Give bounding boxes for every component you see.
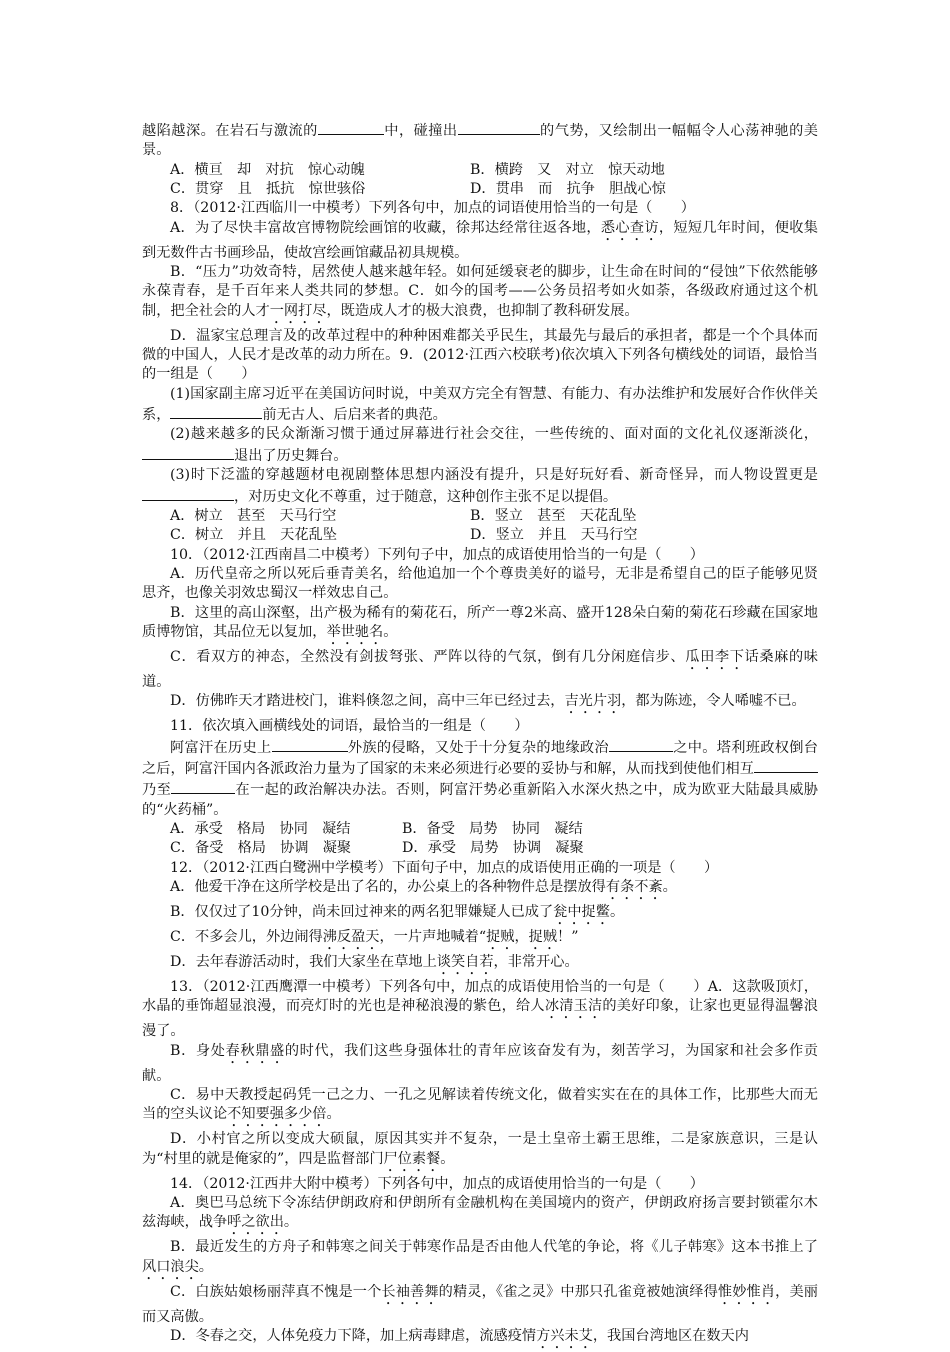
q9-options-row1: A．树立 甚至 天马行空 B．竖立 甚至 天花乱坠 [170, 507, 637, 524]
blank [318, 120, 384, 135]
q13-option-d: D．小村官之所以变成大硕鼠，原因其实并不复杂，一是土皇帝土霸王思维，二是家族意识，三是认为“村里的就是俺家的”，四是监督部门尸位素餐。 [142, 1131, 818, 1167]
q7-options-row2: C．贯穿 且 抵抗 惊世骇俗 D．贯串 而 抗争 胆战心惊 [170, 181, 666, 198]
q13-stem: 13．（2012·江西鹰潭一中模考）下列各句中，加点的成语使用恰当的一句是（ ）A．这款吸顶灯，水晶的垂饰超显浪漫，而亮灯时的光也是神秘浪漫的紫色，给人冰清玉洁的美好印象，让家也更显得温馨浪漫了。 [142, 979, 818, 1040]
blank [170, 404, 262, 419]
q12-stem: 12．（2012·江西白鹭洲中学模考）下面句子中，加点的成语使用正确的一项是（ ） [170, 859, 719, 876]
q10-option-a: A．历代皇帝之所以死后垂青美名，给他追加一个个尊贵美好的谥号，无非是希望自己的臣子能够见贤思齐，也像关羽效忠蜀汉一样效忠自己。 [142, 565, 818, 602]
q11-options-row1: A．承受 格局 协同 凝结 B．备受 局势 协同 凝结 [170, 820, 583, 837]
q14-stem: 14．（2012·江西井大附中模考）下列各句中，加点的成语使用恰当的一句是（ ） [170, 1175, 704, 1192]
q14-option-b: B．最近发生的方舟子和韩寒之间关于韩寒作品是否由他人代笔的争论，将《儿子韩寒》这本书推上了风口浪尖。 [142, 1239, 818, 1275]
q10-option-b: B．这里的高山深壑，出产极为稀有的菊花石，所产一尊2米高、盛开128朵白菊的菊花石珍藏在国家地质博物馆，其品位无以复加，举世驰名。 [142, 604, 818, 640]
q12-option-d: D．去年春游活动时，我们大家坐在草地上谈笑自若，非常开心。 [170, 954, 579, 970]
q7-continuation: 越陷越深。在岩石与激流的 中，碰撞出 的气势，又绘制出一幅幅令人心荡神驰的美景。 [142, 120, 818, 161]
blank [171, 779, 235, 794]
q11-passage: 阿富汗在历史上 外族的侵略，又处于十分复杂的地缘政治 之中。塔利班政权倒台之后，阿富汗国内各派政治力量为了国家的未来必须进行必要的妥协与和解，从而找到使他们相互乃至 在一起的政治解决办法。否则，阿富汗势必重新陷入水深火热之中，成为欧亚大陆最具威胁的“火药桶”。 [142, 737, 818, 820]
q10-option-d: D．仿佛昨天才踏进校门，谁料倏忽之间，高中三年已经过去，吉光片羽，都为陈迹，令人唏嘘不已。 [170, 693, 806, 710]
q11-stem: 11．依次填入画横线处的词语，最恰当的一组是（ ） [170, 718, 529, 735]
q14-option-a: A．奥巴马总统下令冻结伊朗政府和伊朗所有金融机构在美国境内的资产，伊朗政府扬言要封锁霍尔木兹海峡，战争呼之欲出。 [142, 1195, 818, 1231]
blank [142, 486, 234, 501]
q12-option-a: A．他爱干净在这所学校是出了名的，办公桌上的各种物件总是摆放得有条不紊。 [170, 879, 677, 895]
q13-option-b: B．身处春秋鼎盛的时代，我们这些身强体壮的青年应该奋发有为，刻苦学习，为国家和社会多作贡献。 [142, 1042, 818, 1084]
q7-options-row1: A．横亘 却 对抗 惊心动魄 B．横跨 又 对立 惊天动地 [170, 161, 665, 178]
blank [142, 445, 234, 460]
q8-stem: 8．（2012·江西临川一中模考）下列各句中，加点的词语使用恰当的一句是（ ） [170, 200, 695, 217]
q8-option-d: D．温家宝总理言及的改革过程中的种种困难都关乎民生，其最先与最后的承担者，都是一个个具体而微的中国人，人民才是改革的动力所在。9．(2012·江西六校联考)依次填入下列各句横线处的词语，最恰当的一组是（ ） [142, 327, 818, 383]
blank [458, 120, 540, 135]
q11-options-row2: C．备受 格局 协调 凝聚 D．承受 局势 协调 凝聚 [170, 840, 584, 857]
q12-option-c: C．不多会儿，外边闹得沸反盈天，一片声地喊着“捉贼，捉贼！” [170, 929, 579, 945]
q10-option-c: C．看双方的神态，全然没有剑拔弩张、严阵以待的气氛，倒有几分闲庭信步、瓜田李下话桑麻的味道。 [142, 648, 818, 690]
document-page [142, 120, 818, 1352]
blank [272, 737, 348, 752]
q9-sentence-3: (3)时下泛滥的穿越题材电视剧整体思想内涵没有提升，只是好玩好看、新奇怪异，而人物设置更是，对历史文化不尊重，过于随意，这种创作主张不足以提倡。 [142, 466, 818, 507]
q12-option-b: B．仅仅过了10分钟，尚未回过神来的两名犯罪嫌疑人已成了瓮中捉鳖。 [170, 904, 625, 920]
q10-stem: 10．（2012·江西南昌二中模考）下列句子中，加点的成语使用恰当的一句是（ ） [170, 546, 704, 563]
q14-option-c: C．白族姑娘杨丽萍真不愧是一个长袖善舞的精灵，《雀之灵》中那只孔雀竟被她演绎得惟妙惟肖，美丽而又高傲。 [142, 1283, 818, 1325]
q13-option-c: C．易中天教授起码凭一己之力、一孔之见解读着传统文化，做着实实在在的具体工作，比那些大而无当的空头议论不知要强多少倍。 [142, 1087, 818, 1123]
q8-option-b: B．“压力”功效奇特，居然使人越来越年轻。如何延缓衰老的脚步，让生命在时间的“侵蚀”下依然能够永葆青春，是千百年来人类共同的梦想。C．如今的国考——公务员招考如火如荼，各级政府通过这个机制，把全社会的人才一网打尽，既造成人才的极大浪费，也抑制了教科研发展。 [142, 264, 818, 319]
q9-sentence-2: (2)越来越多的民众渐渐习惯于通过屏幕进行社会交往，一些传统的、面对面的文化礼仪逐渐淡化，退出了历史舞台。 [142, 425, 818, 466]
q14-option-d: D．冬春之交，人体免疫力下降，加上病毒肆虐，流感疫情方兴未艾，我国台湾地区在数天内 [170, 1328, 749, 1345]
blank [754, 758, 818, 773]
q8-option-a: A．为了尽快丰富故宫博物院绘画馆的收藏，徐邦达经常往返各地，悉心查访，短短几年时间，便收集到无数件古书画珍品，使故宫绘画馆藏品初具规模。 [142, 219, 818, 261]
q9-sentence-1: (1)国家副主席习近平在美国访问时说，中美双方完全有智慧、有能力、有办法维护和发展好合作伙伴关系， 前无古人、后启来者的典范。 [142, 385, 818, 424]
blank [609, 737, 673, 752]
q9-options-row2: C．树立 并且 天花乱坠 D．竖立 并且 天马行空 [170, 527, 638, 544]
